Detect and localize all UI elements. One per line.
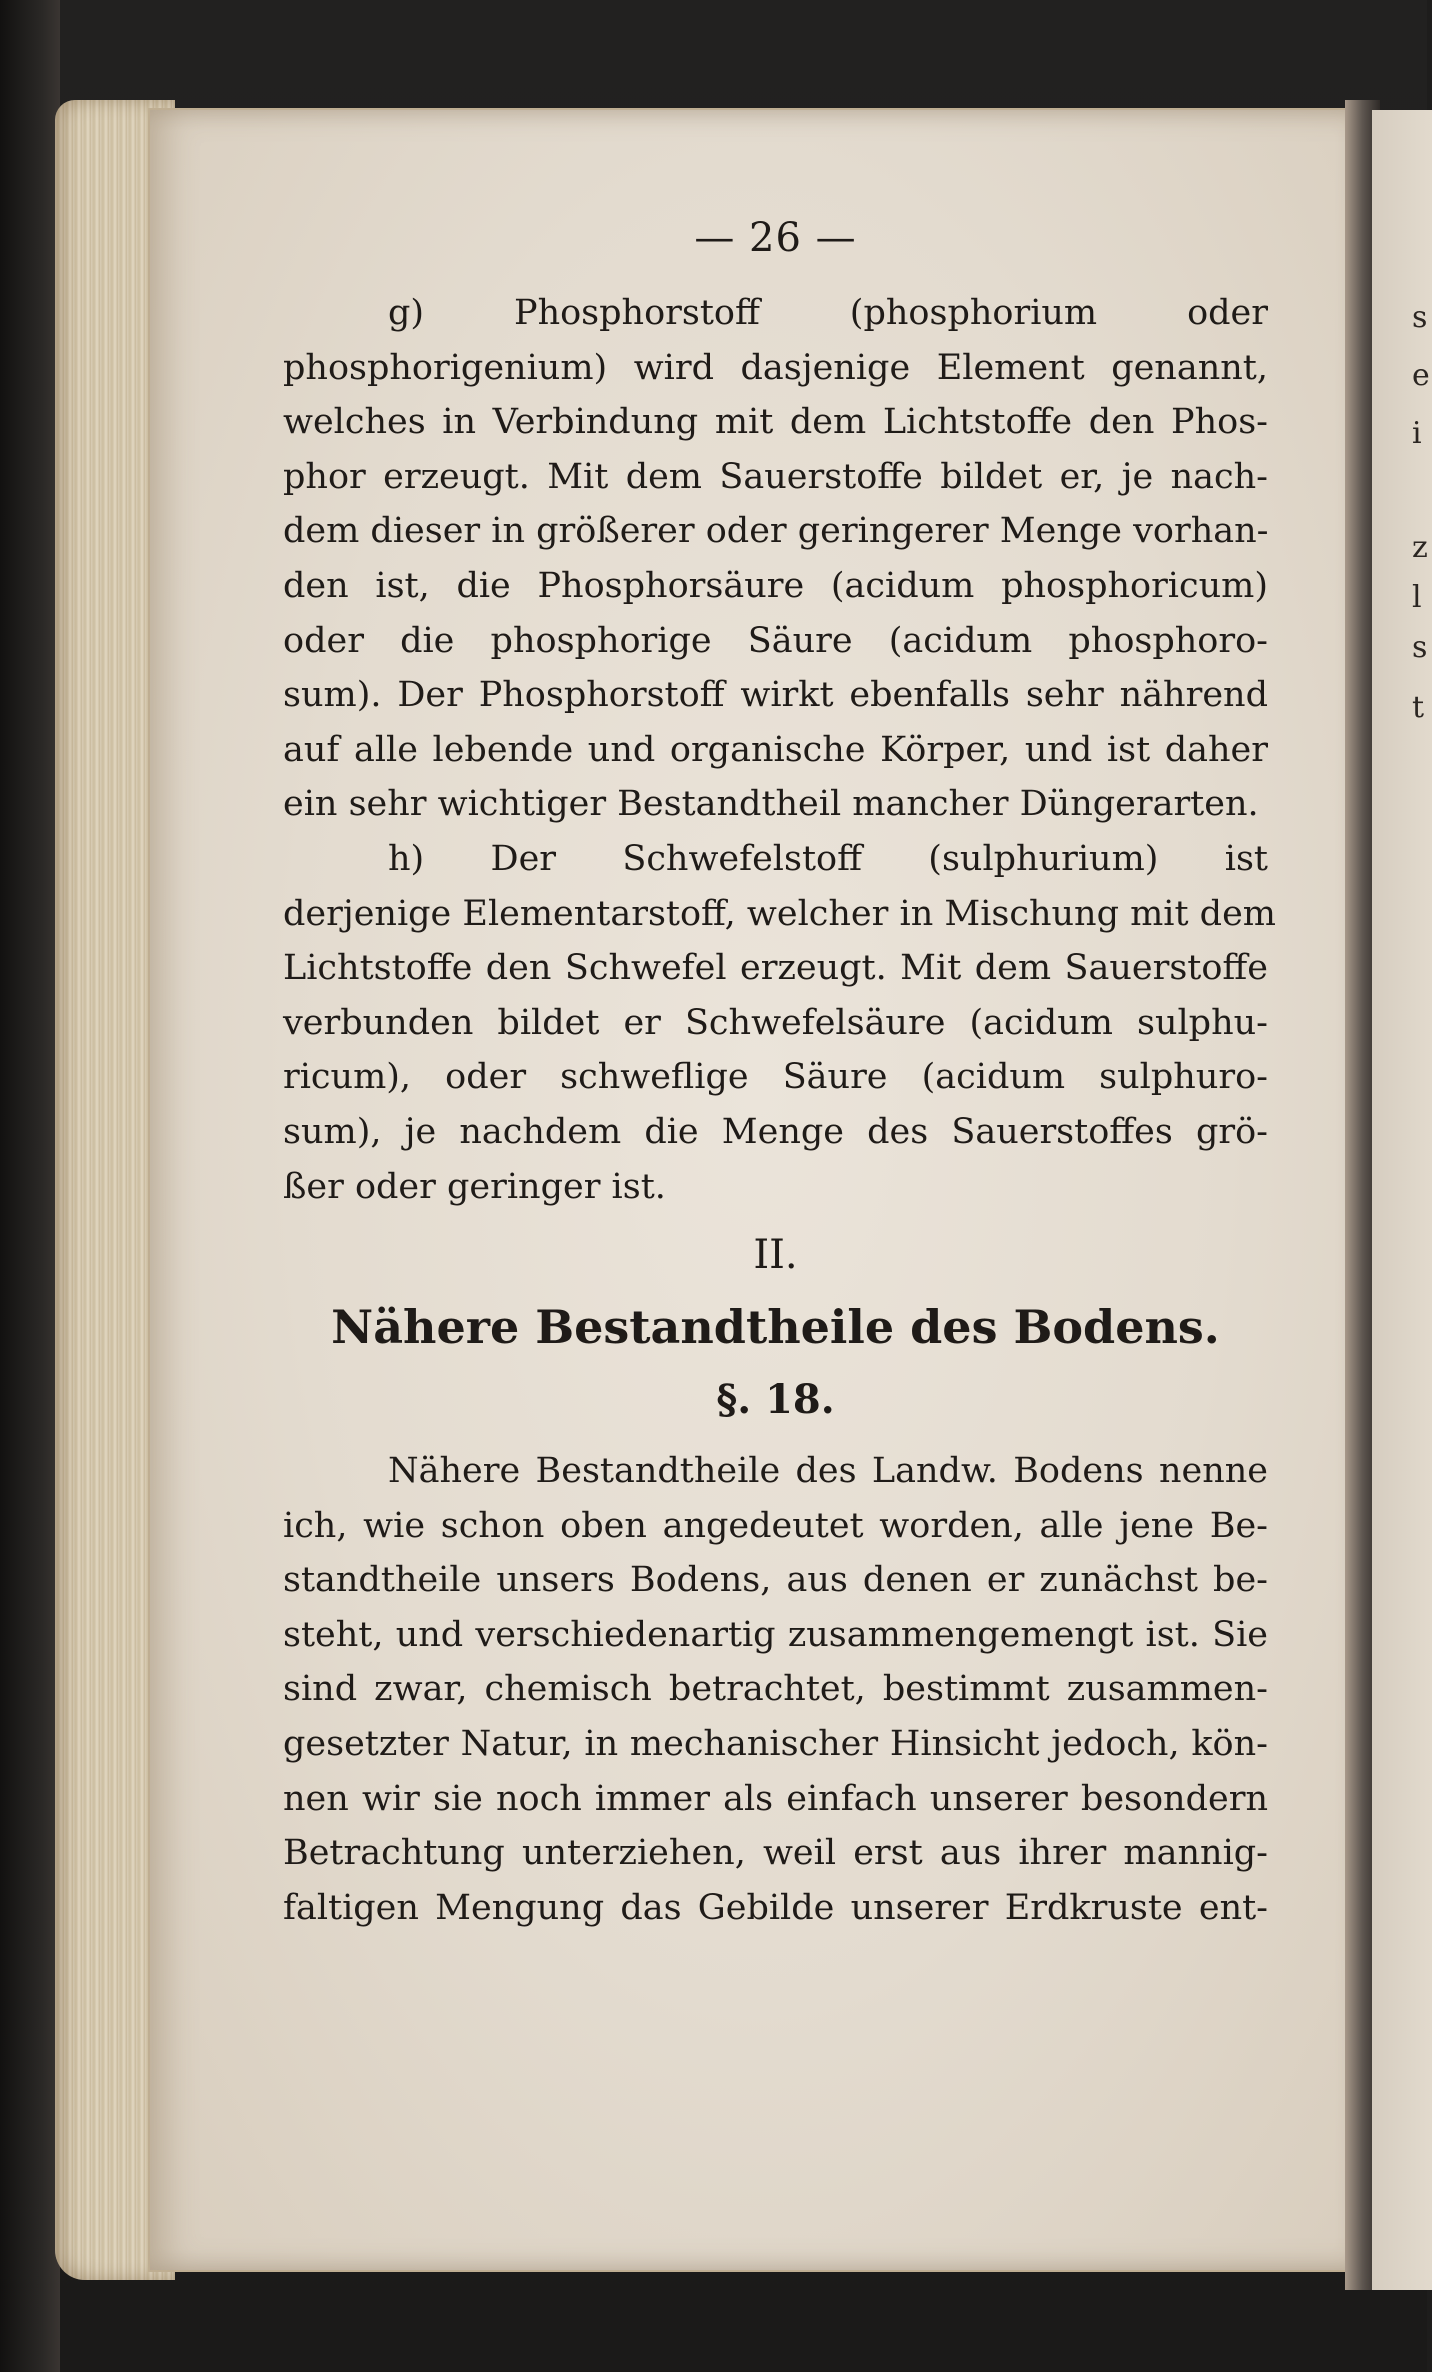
page-text (283, 210, 1276, 1935)
facing-page-fragment: s (1412, 300, 1428, 335)
facing-page-fragment: l (1412, 580, 1422, 615)
section-number: §. 18. (716, 1376, 835, 1424)
text-line: h) Der Schwefelstoff (sulphurium) ist (388, 838, 1268, 879)
facing-page-fragment: i (1412, 416, 1422, 451)
facing-page-fragment: t (1412, 690, 1425, 725)
facing-page-fragment: z (1412, 530, 1428, 565)
text-line: steht, und verschiedenartig zusammengemengt ist. Sie (283, 1614, 1268, 1655)
text-line: ricum), oder schweflige Säure (acidum sulphuro- (283, 1057, 1268, 1098)
facing-page-fragment: s (1412, 630, 1428, 665)
text-line: ein sehr wichtiger Bestandtheil mancher Düngerarten. (283, 784, 1259, 825)
book-cover-edge (0, 0, 60, 2372)
page-number: — 26 — (694, 215, 857, 261)
text-line: ich, wie schon oben angedeutet worden, alle jene Be- (283, 1505, 1268, 1546)
facing-page-fragment: e (1412, 358, 1430, 393)
text-line: dem dieser in größerer oder geringerer Menge vorhan- (283, 511, 1269, 552)
text-line: Nähere Bestandtheile des Landw. Bodens nenne (388, 1451, 1268, 1492)
text-line: g) Phosphorstoff (phosphorium oder (388, 293, 1268, 333)
text-line: phor erzeugt. Mit dem Sauerstoffe bildet er, je nach- (283, 456, 1268, 497)
text-line: sum), je nachdem die Menge des Sauerstoffes grö- (283, 1111, 1268, 1152)
text-line: Lichtstoffe den Schwefel erzeugt. Mit dem Sauerstoffe (283, 948, 1268, 989)
text-line: oder die phosphorige Säure (acidum phosphoro- (283, 620, 1268, 661)
text-line: sind zwar, chemisch betrachtet, bestimmt zusammen- (283, 1669, 1268, 1710)
text-line: derjenige Elementarstoff, welcher in Mischung mit dem (283, 893, 1276, 934)
text-line: auf alle lebende und organische Körper, und ist daher (283, 729, 1268, 770)
text-line: den ist, die Phosphorsäure (acidum phosphoricum) (283, 565, 1268, 606)
text-line: nen wir sie noch immer als einfach unserer besondern (283, 1778, 1268, 1819)
text-line: sum). Der Phosphorstoff wirkt ebenfalls sehr nährend (283, 675, 1268, 716)
text-line: ßer oder geringer ist. (283, 1166, 666, 1207)
chapter-number: II. (753, 1232, 798, 1279)
text-line: welches in Verbindung mit dem Lichtstoffe den Phos- (283, 402, 1268, 443)
facing-page-edge (1372, 110, 1432, 2290)
text-line: Betrachtung unterziehen, weil erst aus ihrer mannig- (283, 1833, 1268, 1874)
chapter-title: Nähere Bestandtheile des Bodens. (331, 1300, 1220, 1355)
text-line: gesetzter Natur, in mechanischer Hinsicht jedoch, kön- (283, 1724, 1268, 1765)
text-line: phosphorigenium) wird dasjenige Element genannt, (283, 347, 1268, 388)
text-line: verbunden bildet er Schwefelsäure (acidum sulphu- (283, 1002, 1268, 1043)
text-line: standtheile unsers Bodens, aus denen er zunächst be- (283, 1560, 1268, 1601)
text-line: faltigen Mengung das Gebilde unserer Erdkruste ent- (283, 1887, 1268, 1928)
